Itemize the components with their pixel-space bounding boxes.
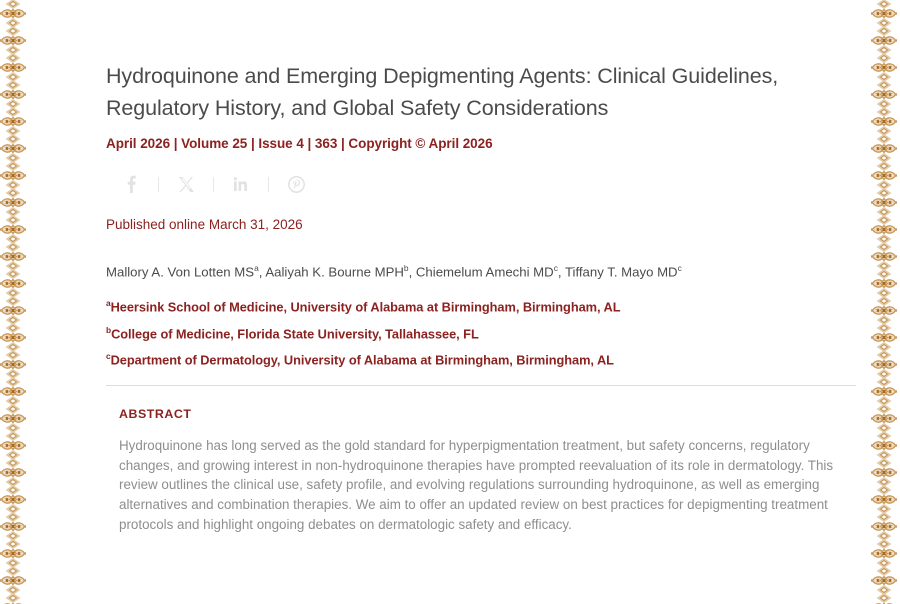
linkedin-icon[interactable]	[226, 171, 256, 197]
ornamental-border-pattern-right	[871, 0, 897, 604]
published-online-date: Published online March 31, 2026	[106, 217, 303, 232]
article-page	[106, 0, 858, 604]
author-affiliation-marker: b	[403, 263, 409, 273]
author-affiliation-marker: a	[254, 263, 259, 273]
share-separator	[213, 177, 214, 192]
affiliation-marker: c	[106, 350, 111, 361]
abstract-section	[106, 386, 858, 534]
author-list: Mallory A. Von Lotten $MS^a$, Aaliyah K. Bourne MPH$^b$, Chiemelum Amechi $MD^c$, Tiffany T. Mayo $MD^c$	[106, 263, 682, 280]
social-share-row	[106, 171, 858, 197]
author-affiliation-marker: c	[553, 263, 558, 273]
abstract-heading: ABSTRACT	[119, 407, 192, 422]
abstract-body-text: Hydroquinone has long served as the gold standard for hyperpigmentation treatment, but safety concerns, regulatory changes, and growing interest in non-hydroquinone therapies have prompted reevaluation of its role in dermatology. This review outlines the clinical use, safety profile, and evolving regulations surrounding hydroquinone, as well as emerging alternatives and combination therapies. We aim to offer an updated review on best practices for depigmenting treatment protocols and highlight ongoing debates on dermatologic safety and efficacy.	[119, 438, 834, 532]
affiliation-item: $^b$College of Medicine, Florida State University, Tallahassee, FL	[106, 324, 479, 341]
affiliation-marker: b	[106, 324, 112, 335]
affiliation-list	[106, 279, 858, 371]
facebook-icon[interactable]	[116, 171, 146, 197]
share-separator	[158, 177, 159, 192]
article-citation-meta: April 2026 | Volume 25 | Issue 4 | 363 | Copyright © April 2026	[106, 136, 493, 151]
share-separator	[268, 177, 269, 192]
page-title: Hydroquinone and Emerging Depigmenting Agents: Clinical Guidelines, Regulatory History, and Global Safety Considerations	[106, 64, 779, 120]
affiliation-item: $^a$Heersink School of Medicine, University of Alabama at Birmingham, Birmingham, AL	[106, 298, 621, 315]
affiliation-item: $^c$Department of Dermatology, University of Alabama at Birmingham, Birmingham, AL	[106, 350, 614, 368]
author-affiliation-marker: c	[677, 263, 682, 273]
affiliation-marker: a	[106, 298, 111, 309]
ornamental-border-pattern-left	[0, 0, 26, 604]
pinterest-icon[interactable]	[281, 171, 311, 197]
x-twitter-icon[interactable]	[171, 171, 201, 197]
